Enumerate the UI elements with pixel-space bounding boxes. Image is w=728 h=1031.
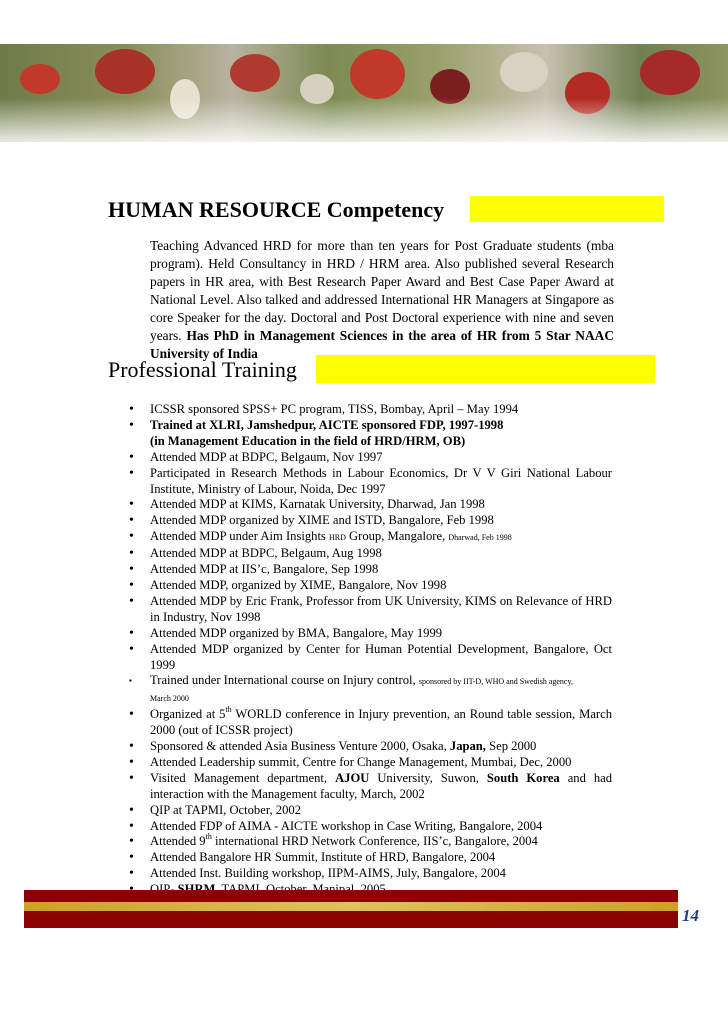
- item-text: Attended FDP of AIMA - AICTE workshop in Case Writing, Bangalore, 2004: [150, 818, 543, 833]
- item-text: Japan,: [449, 739, 486, 754]
- list-item: [150, 850, 612, 866]
- training-heading: Professional Training: [108, 357, 297, 382]
- item-text: Dharwad, Feb 1998: [448, 533, 512, 543]
- list-item: [150, 673, 612, 707]
- footer-stripe: [24, 902, 678, 911]
- footer-bar: [24, 890, 678, 928]
- item-text: Attended MDP at BDPC, Belgaum, Aug 1998: [150, 546, 382, 561]
- list-item: [150, 803, 612, 819]
- list-item: [150, 834, 612, 850]
- list-item: [150, 497, 612, 513]
- item-text: Attended Leadership summit, Centre for Change Management, Mumbai, Dec, 2000: [150, 754, 572, 769]
- item-text: Trained under International course on Injury control,: [150, 673, 416, 688]
- competency-highlight: [470, 196, 664, 222]
- list-item: [150, 594, 612, 626]
- item-text: Attended MDP at IIS’c, Bangalore, Sep 1998: [150, 562, 379, 577]
- item-text: and had interaction with the Management faculty, March, 2002: [150, 770, 613, 801]
- item-text: (in Management Education in the field of HRD/HRM, OB): [150, 433, 466, 448]
- list-item: [150, 418, 612, 450]
- item-text: WORLD conference in Injury prevention, an Round table session, March 2000 (out of ICSSR project): [150, 707, 612, 738]
- item-text: Sep 2000: [489, 739, 537, 754]
- item-text: Attended MDP organized by BMA, Bangalore, May 1999: [150, 625, 443, 640]
- item-text: AJOU: [335, 770, 370, 785]
- superscript: th: [205, 832, 212, 842]
- item-text: Attended Inst. Building workshop, IIPM-AIMS, July, Bangalore, 2004: [150, 866, 506, 881]
- training-list: [150, 402, 612, 898]
- list-item: [150, 529, 612, 546]
- competency-paragraph: [150, 237, 614, 363]
- item-text: Group, Mangalore,: [349, 529, 446, 544]
- list-item: [150, 450, 612, 466]
- list-item: [150, 771, 612, 803]
- list-item: [150, 866, 612, 882]
- list-item: [150, 755, 612, 771]
- item-text: sponsored by IIT-D, WHO and Swedish agency,: [418, 677, 573, 687]
- list-item: [150, 739, 612, 755]
- item-text: Attended Bangalore HR Summit, Institute of HRD, Bangalore, 2004: [150, 850, 496, 865]
- item-text: Attended MDP under Aim Insights: [150, 529, 326, 544]
- header-photo-banner: [0, 44, 728, 142]
- item-text: Attended MDP organized by Center for Human Potential Development, Bangalore, Oct 1999: [150, 641, 612, 672]
- competency-text: Teaching Advanced HRD for more than ten years for Post Graduate students (mba program). Held Consultancy in HRD / HRM area. Also published several Research papers in HR area, with Best Research Paper Award and Best Case Paper Award at National Level. Also talked and addressed International HR Managers at Singapore as core Speaker for the day. Doctoral and Post Doctoral experience with nine and seven years.: [150, 238, 614, 343]
- item-text: Attended MDP at BDPC, Belgaum, Nov 1997: [150, 449, 383, 464]
- item-text: University, Suwon,: [377, 770, 479, 785]
- item-text: Attended MDP, organized by XIME, Bangalore, Nov 1998: [150, 577, 447, 592]
- item-text: Attended MDP organized by XIME and ISTD, Bangalore, Feb 1998: [150, 513, 494, 528]
- list-item: [150, 546, 612, 562]
- item-text: Visited Management department,: [150, 770, 328, 785]
- list-item: [150, 707, 612, 739]
- item-text: Sponsored & attended Asia Business Venture 2000, Osaka,: [150, 739, 447, 754]
- item-text: Trained at XLRI, Jamshedpur, AICTE sponsored FDP, 1997-1998: [150, 417, 504, 432]
- item-text: international HRD Network Conference, IIS’c, Bangalore, 2004: [215, 834, 538, 849]
- item-text: Attended MDP by Eric Frank, Professor from UK University, KIMS on Relevance of HRD in Industry, Nov 1998: [150, 593, 612, 624]
- training-highlight: [316, 355, 655, 383]
- list-item: [150, 513, 612, 529]
- item-text: Attended MDP at KIMS, Karnatak University, Dharwad, Jan 1998: [150, 497, 485, 512]
- list-item: [150, 578, 612, 594]
- list-item: [150, 626, 612, 642]
- item-text: Organized at 5: [150, 707, 226, 722]
- superscript: th: [225, 705, 232, 715]
- item-text: QIP at TAPMI, October, 2002: [150, 802, 301, 817]
- item-text: Participated in Research Methods in Labour Economics, Dr V V Giri National Labour Institute, Ministry of Labour, Noida, Dec 1997: [150, 465, 612, 496]
- list-item: [150, 466, 612, 498]
- item-text: March 2000: [150, 694, 189, 704]
- phd-statement: Has PhD in Management Sciences in the area of HR from 5 Star NAAC University of India: [150, 328, 614, 361]
- list-item: [150, 642, 612, 674]
- item-text: South Korea: [486, 770, 560, 785]
- item-text: Attended 9: [150, 834, 206, 849]
- item-text: ICSSR sponsored SPSS+ PC program, TISS, Bombay, April – May 1994: [150, 402, 519, 416]
- competency-heading: HUMAN RESOURCE Competency: [108, 197, 445, 222]
- item-text: HRD: [329, 533, 346, 543]
- page-number: 14: [682, 906, 699, 925]
- list-item: [150, 562, 612, 578]
- list-item: [150, 402, 612, 418]
- list-item: [150, 819, 612, 835]
